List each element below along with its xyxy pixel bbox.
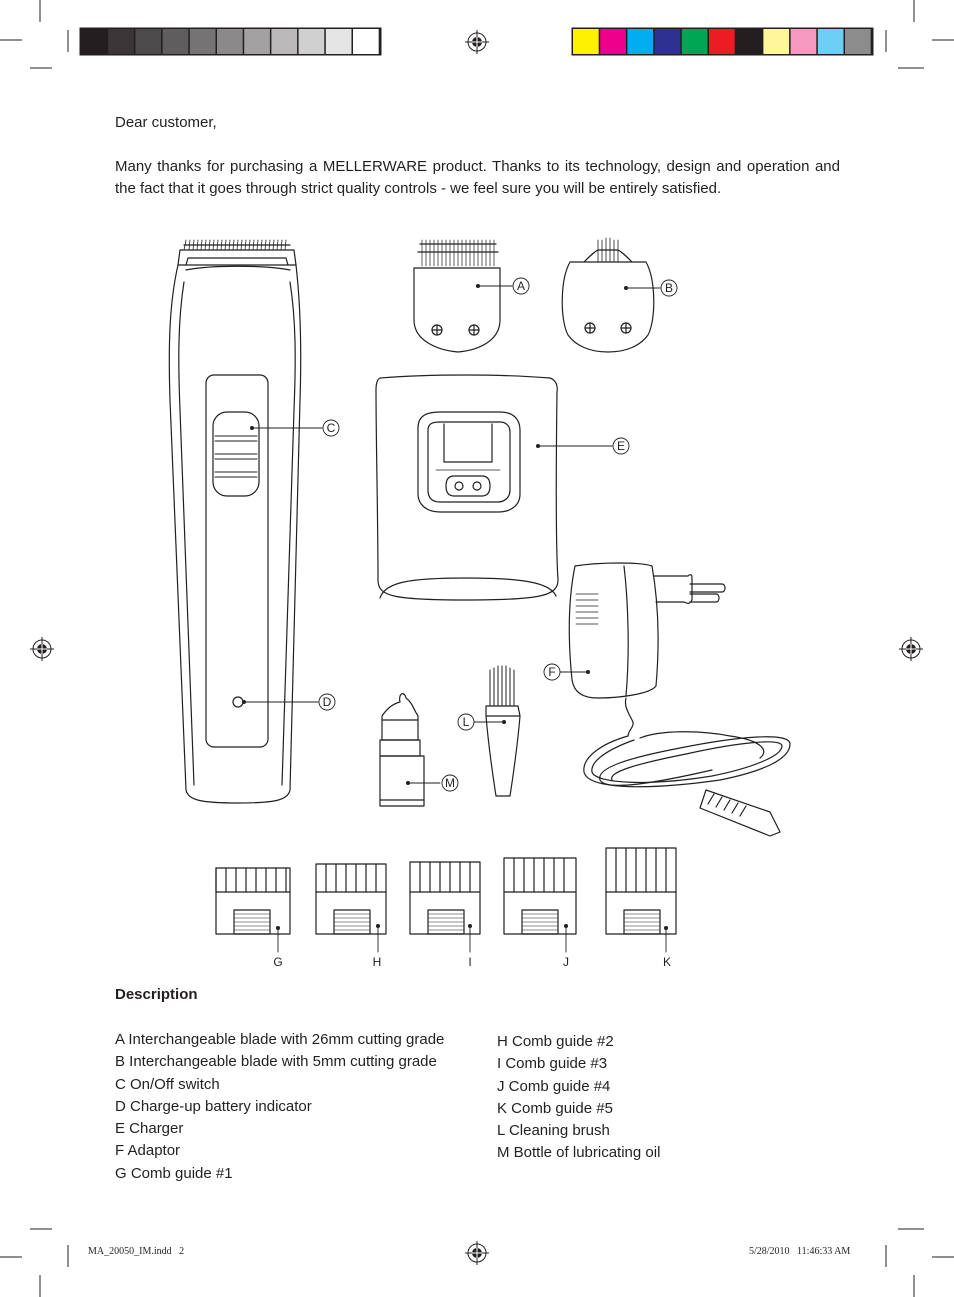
- color-swatch: [791, 29, 817, 54]
- footer-timestamp: 5/28/2010 11:46:33 AM: [749, 1246, 851, 1257]
- charger-e: [376, 375, 558, 600]
- description-item: K Comb guide #5: [497, 1099, 613, 1117]
- callout-l: L: [462, 715, 470, 729]
- registration-mark-top: [465, 30, 489, 54]
- gray-swatch: [190, 29, 216, 54]
- leader-lines: [244, 286, 666, 952]
- comb-guide-j: [504, 858, 576, 934]
- color-swatch: [655, 29, 681, 54]
- gray-scale-bar: [79, 27, 382, 56]
- description-heading: Description: [115, 986, 198, 1003]
- footer-file-name: MA_20050_IM.indd 2: [88, 1246, 185, 1257]
- comb-guide-i: [410, 862, 480, 934]
- blade-b: [562, 238, 654, 352]
- description-list-right: [497, 1031, 660, 1165]
- gray-swatch: [81, 29, 107, 54]
- callout-h: H: [372, 955, 382, 969]
- callout-i: I: [468, 955, 472, 969]
- callout-f: F: [548, 665, 556, 679]
- description-item: F Adaptor: [115, 1142, 181, 1160]
- color-bar: [571, 27, 874, 56]
- gray-swatch: [353, 29, 379, 54]
- color-swatch: [600, 29, 626, 54]
- callout-k: K: [662, 955, 672, 969]
- callout-a: A: [516, 279, 526, 293]
- description-item: L Cleaning brush: [497, 1122, 610, 1140]
- gray-swatch: [108, 29, 134, 54]
- callout-d: D: [322, 695, 332, 709]
- callout-m: M: [445, 776, 455, 790]
- description-item: M Bottle of lubricating oil: [497, 1144, 661, 1162]
- gray-swatch: [163, 29, 189, 54]
- callout-j: J: [563, 955, 569, 969]
- clipper-body: [169, 240, 301, 803]
- description-item: B Interchangeable blade with 5mm cutting grade: [115, 1053, 437, 1071]
- callout-e: E: [616, 439, 626, 453]
- description-item: H Comb guide #2: [497, 1033, 614, 1050]
- callout-b: B: [664, 281, 674, 295]
- description-item: A Interchangeable blade with 26mm cutting grade: [115, 1031, 445, 1048]
- color-swatch: [763, 29, 789, 54]
- color-swatch: [736, 29, 762, 54]
- comb-guide-k: [606, 848, 676, 934]
- gray-swatch: [217, 29, 243, 54]
- registration-mark-bottom: [465, 1241, 489, 1265]
- description-item: G Comb guide #1: [115, 1164, 233, 1182]
- color-swatch: [845, 29, 871, 54]
- description-item: C On/Off switch: [115, 1075, 220, 1093]
- gray-swatch: [326, 29, 352, 54]
- callout-c: C: [326, 421, 336, 435]
- adaptor-f: [569, 563, 790, 836]
- intro-paragraph: Many thanks for purchasing a MELLERWARE product. Thanks to its technology, design and operation and the fact that it goes through strict quality controls - we feel sure you will be entirely satisfied.: [115, 158, 840, 197]
- gray-swatch: [271, 29, 297, 54]
- comb-guide-g: [216, 868, 290, 934]
- gray-swatch: [135, 29, 161, 54]
- leader-dots: [242, 284, 668, 930]
- oil-bottle-m: [380, 694, 424, 806]
- gray-swatch: [244, 29, 270, 54]
- blade-a: [414, 240, 500, 352]
- color-swatch: [627, 29, 653, 54]
- comb-guide-h: [316, 864, 386, 934]
- description-item: D Charge-up battery indicator: [115, 1097, 312, 1115]
- color-swatch: [573, 29, 599, 54]
- greeting: Dear customer,: [115, 114, 217, 131]
- cleaning-brush-l: [486, 666, 520, 796]
- description-item: E Charger: [115, 1120, 184, 1138]
- callout-g: G: [273, 955, 283, 969]
- color-swatch: [709, 29, 735, 54]
- product-illustration: [0, 220, 954, 980]
- description-item: J Comb guide #4: [497, 1077, 611, 1095]
- description-item: I Comb guide #3: [497, 1055, 608, 1073]
- description-list-left: [115, 1029, 444, 1185]
- gray-swatch: [299, 29, 325, 54]
- color-swatch: [818, 29, 844, 54]
- color-swatch: [682, 29, 708, 54]
